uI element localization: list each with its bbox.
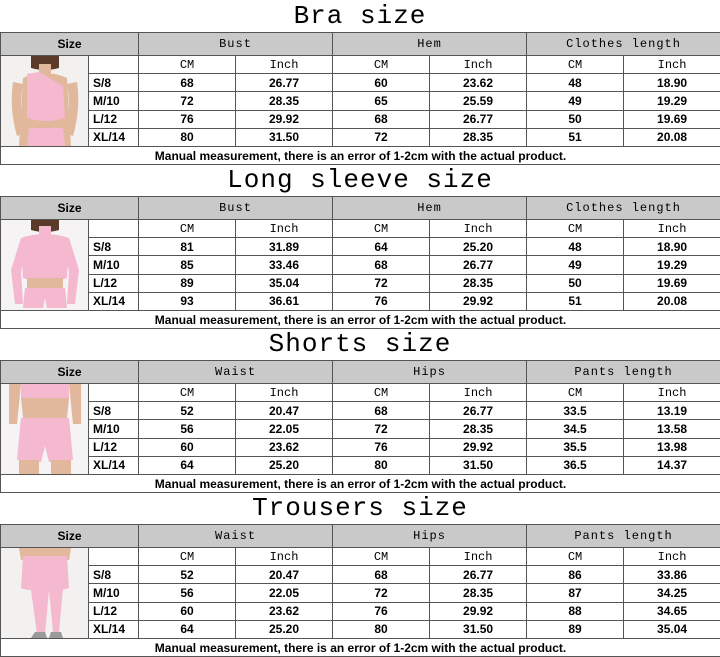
measurement-value: 60 — [139, 602, 236, 620]
group-header-row — [1, 197, 720, 220]
size-section-long-sleeve — [0, 164, 720, 328]
measurement-value: 60 — [333, 74, 430, 92]
garment-photo-cell — [1, 56, 89, 147]
size-table — [0, 524, 720, 657]
measurement-value: 72 — [333, 274, 430, 292]
measurement-value: 25.20 — [236, 620, 333, 638]
measurement-value: 28.35 — [430, 274, 527, 292]
table-row — [1, 128, 720, 146]
note-row — [1, 147, 720, 165]
unit-label: Inch — [624, 548, 720, 566]
measurement-value: 86 — [527, 566, 624, 584]
measurement-value: 80 — [333, 456, 430, 474]
blank-cell — [89, 220, 139, 238]
measurement-value: 52 — [139, 566, 236, 584]
measure-group-header: Pants length — [527, 525, 720, 548]
unit-label: CM — [333, 56, 430, 74]
measurement-value: 19.69 — [624, 274, 720, 292]
measurement-value: 23.62 — [236, 438, 333, 456]
section-title: Trousers size — [0, 492, 720, 524]
table-row — [1, 620, 720, 638]
measurement-value: 68 — [139, 74, 236, 92]
measurement-note: Manual measurement, there is an error of 1-2cm with the actual product. — [1, 311, 720, 329]
measure-group-header: Hem — [333, 33, 527, 56]
blank-cell — [89, 56, 139, 74]
measurement-value: 20.08 — [624, 128, 720, 146]
note-row — [1, 639, 720, 657]
measurement-value: 19.29 — [624, 92, 720, 110]
measurement-value: 26.77 — [430, 256, 527, 274]
unit-label: CM — [139, 56, 236, 74]
measurement-value: 25.59 — [430, 92, 527, 110]
size-column-header: Size — [1, 197, 139, 220]
table-row — [1, 92, 720, 110]
unit-row — [1, 220, 720, 238]
unit-label: Inch — [236, 384, 333, 402]
unit-label: Inch — [430, 220, 527, 238]
measurement-value: 31.89 — [236, 238, 333, 256]
measure-group-header: Clothes length — [527, 33, 720, 56]
measurement-value: 64 — [139, 456, 236, 474]
measurement-value: 36.61 — [236, 292, 333, 310]
measurement-value: 28.35 — [430, 584, 527, 602]
unit-row — [1, 56, 720, 74]
measurement-value: 35.04 — [624, 620, 720, 638]
measurement-value: 64 — [333, 238, 430, 256]
measurement-value: 89 — [139, 274, 236, 292]
measurement-value: 31.50 — [430, 456, 527, 474]
measure-group-header: Waist — [139, 525, 333, 548]
measurement-value: 33.86 — [624, 566, 720, 584]
measurement-value: 72 — [333, 420, 430, 438]
table-row — [1, 110, 720, 128]
unit-label: Inch — [236, 56, 333, 74]
measurement-value: 76 — [333, 602, 430, 620]
note-row — [1, 311, 720, 329]
unit-label: CM — [527, 384, 624, 402]
measurement-value: 25.20 — [430, 238, 527, 256]
garment-photo-cell — [1, 220, 89, 311]
unit-row — [1, 548, 720, 566]
measurement-value: 29.92 — [430, 292, 527, 310]
measurement-value: 85 — [139, 256, 236, 274]
measurement-note: Manual measurement, there is an error of 1-2cm with the actual product. — [1, 639, 720, 657]
measurement-value: 23.62 — [430, 74, 527, 92]
measurement-value: 29.92 — [430, 602, 527, 620]
measurement-value: 48 — [527, 74, 624, 92]
measurement-value: 33.5 — [527, 402, 624, 420]
unit-label: Inch — [624, 56, 720, 74]
size-label: M/10 — [89, 584, 139, 602]
measurement-value: 68 — [333, 256, 430, 274]
measurement-value: 26.77 — [236, 74, 333, 92]
unit-label: CM — [139, 220, 236, 238]
size-section-trousers — [0, 492, 720, 656]
measurement-value: 13.19 — [624, 402, 720, 420]
measurement-value: 28.35 — [236, 92, 333, 110]
measurement-value: 28.35 — [430, 420, 527, 438]
unit-label: CM — [139, 384, 236, 402]
measure-group-header: Clothes length — [527, 197, 720, 220]
measurement-value: 89 — [527, 620, 624, 638]
measurement-value: 25.20 — [236, 456, 333, 474]
table-row — [1, 256, 720, 274]
unit-label: CM — [333, 220, 430, 238]
measurement-value: 76 — [139, 110, 236, 128]
size-label: XL/14 — [89, 456, 139, 474]
size-table — [0, 196, 720, 329]
measurement-value: 51 — [527, 292, 624, 310]
size-label: M/10 — [89, 256, 139, 274]
measurement-value: 13.98 — [624, 438, 720, 456]
unit-label: CM — [527, 220, 624, 238]
measurement-value: 88 — [527, 602, 624, 620]
measurement-value: 64 — [139, 620, 236, 638]
measurement-value: 34.65 — [624, 602, 720, 620]
unit-label: CM — [139, 548, 236, 566]
table-row — [1, 274, 720, 292]
unit-label: Inch — [624, 220, 720, 238]
size-label: M/10 — [89, 420, 139, 438]
measurement-value: 81 — [139, 238, 236, 256]
measurement-value: 26.77 — [430, 402, 527, 420]
table-row — [1, 456, 720, 474]
table-row — [1, 292, 720, 310]
unit-label: Inch — [430, 548, 527, 566]
measurement-value: 22.05 — [236, 420, 333, 438]
table-row — [1, 420, 720, 438]
measurement-value: 19.29 — [624, 256, 720, 274]
size-section-bra — [0, 0, 720, 164]
measurement-value: 76 — [333, 438, 430, 456]
table-row — [1, 438, 720, 456]
measurement-value: 34.25 — [624, 584, 720, 602]
measurement-value: 80 — [139, 128, 236, 146]
measurement-value: 72 — [333, 128, 430, 146]
size-label: S/8 — [89, 402, 139, 420]
measurement-value: 68 — [333, 566, 430, 584]
note-row — [1, 475, 720, 493]
size-column-header: Size — [1, 525, 139, 548]
size-label: XL/14 — [89, 620, 139, 638]
size-label: L/12 — [89, 110, 139, 128]
measurement-value: 28.35 — [430, 128, 527, 146]
measurement-value: 20.47 — [236, 566, 333, 584]
table-row — [1, 74, 720, 92]
unit-label: CM — [527, 548, 624, 566]
table-row — [1, 402, 720, 420]
measurement-value: 50 — [527, 110, 624, 128]
size-label: S/8 — [89, 74, 139, 92]
size-label: L/12 — [89, 274, 139, 292]
measurement-value: 56 — [139, 420, 236, 438]
trousers-photo — [1, 548, 89, 638]
measurement-value: 51 — [527, 128, 624, 146]
measurement-note: Manual measurement, there is an error of 1-2cm with the actual product. — [1, 147, 720, 165]
measurement-value: 68 — [333, 110, 430, 128]
blank-cell — [89, 548, 139, 566]
garment-photo-cell — [1, 548, 89, 639]
unit-label: Inch — [624, 384, 720, 402]
measurement-value: 18.90 — [624, 238, 720, 256]
size-label: S/8 — [89, 566, 139, 584]
measurement-value: 36.5 — [527, 456, 624, 474]
measurement-value: 13.58 — [624, 420, 720, 438]
unit-row — [1, 384, 720, 402]
bra-photo — [1, 56, 89, 146]
measure-group-header: Bust — [139, 197, 333, 220]
unit-label: Inch — [236, 548, 333, 566]
measurement-value: 76 — [333, 292, 430, 310]
measurement-value: 80 — [333, 620, 430, 638]
measurement-value: 72 — [333, 584, 430, 602]
measurement-value: 68 — [333, 402, 430, 420]
measurement-value: 35.5 — [527, 438, 624, 456]
measurement-value: 26.77 — [430, 110, 527, 128]
table-row — [1, 584, 720, 602]
size-label: S/8 — [89, 238, 139, 256]
section-title: Bra size — [0, 0, 720, 32]
measurement-value: 33.46 — [236, 256, 333, 274]
blank-cell — [89, 384, 139, 402]
measurement-value: 35.04 — [236, 274, 333, 292]
measurement-note: Manual measurement, there is an error of 1-2cm with the actual product. — [1, 475, 720, 493]
group-header-row — [1, 361, 720, 384]
unit-label: Inch — [430, 384, 527, 402]
measurement-value: 23.62 — [236, 602, 333, 620]
measurement-value: 72 — [139, 92, 236, 110]
shorts-photo — [1, 384, 89, 474]
measurement-value: 34.5 — [527, 420, 624, 438]
measurement-value: 56 — [139, 584, 236, 602]
measurement-value: 20.08 — [624, 292, 720, 310]
group-header-row — [1, 525, 720, 548]
section-title: Long sleeve size — [0, 164, 720, 196]
measure-group-header: Waist — [139, 361, 333, 384]
size-label: XL/14 — [89, 292, 139, 310]
long-sleeve-photo — [1, 220, 89, 310]
size-label: XL/14 — [89, 128, 139, 146]
measure-group-header: Hem — [333, 197, 527, 220]
measurement-value: 65 — [333, 92, 430, 110]
measurement-value: 29.92 — [430, 438, 527, 456]
size-column-header: Size — [1, 361, 139, 384]
unit-label: CM — [527, 56, 624, 74]
measurement-value: 31.50 — [430, 620, 527, 638]
measurement-value: 60 — [139, 438, 236, 456]
measurement-value: 29.92 — [236, 110, 333, 128]
measure-group-header: Hips — [333, 361, 527, 384]
size-label: L/12 — [89, 438, 139, 456]
measurement-value: 20.47 — [236, 402, 333, 420]
measurement-value: 87 — [527, 584, 624, 602]
unit-label: CM — [333, 384, 430, 402]
measurement-value: 14.37 — [624, 456, 720, 474]
unit-label: Inch — [430, 56, 527, 74]
measure-group-header: Bust — [139, 33, 333, 56]
group-header-row — [1, 33, 720, 56]
measurement-value: 22.05 — [236, 584, 333, 602]
measurement-value: 93 — [139, 292, 236, 310]
measurement-value: 26.77 — [430, 566, 527, 584]
size-label: L/12 — [89, 602, 139, 620]
section-title: Shorts size — [0, 328, 720, 360]
table-row — [1, 238, 720, 256]
size-column-header: Size — [1, 33, 139, 56]
unit-label: Inch — [236, 220, 333, 238]
size-section-shorts — [0, 328, 720, 492]
measurement-value: 48 — [527, 238, 624, 256]
measurement-value: 52 — [139, 402, 236, 420]
size-table — [0, 360, 720, 493]
size-label: M/10 — [89, 92, 139, 110]
measurement-value: 19.69 — [624, 110, 720, 128]
table-row — [1, 602, 720, 620]
size-table — [0, 32, 720, 165]
measurement-value: 31.50 — [236, 128, 333, 146]
measurement-value: 49 — [527, 92, 624, 110]
measurement-value: 50 — [527, 274, 624, 292]
unit-label: CM — [333, 548, 430, 566]
table-row — [1, 566, 720, 584]
measurement-value: 18.90 — [624, 74, 720, 92]
measure-group-header: Hips — [333, 525, 527, 548]
measurement-value: 49 — [527, 256, 624, 274]
measure-group-header: Pants length — [527, 361, 720, 384]
garment-photo-cell — [1, 384, 89, 475]
